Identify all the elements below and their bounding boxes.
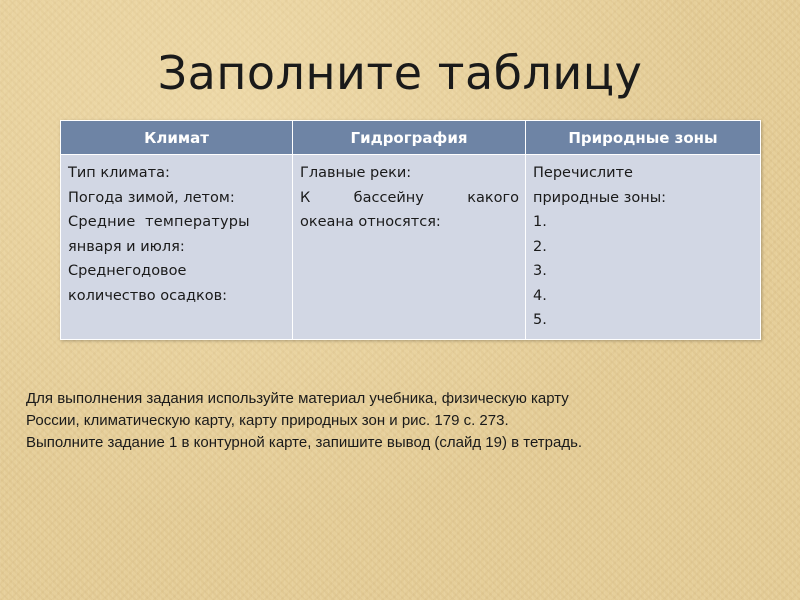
table-header-row	[61, 121, 761, 155]
instruction-line-3: Выполните задание 1 в контурной карте, запишите вывод (слайд 19) в тетрадь.	[26, 434, 583, 451]
climate-line-months: января и июля:	[68, 238, 185, 255]
climate-line-temperatures: Средние температуры	[68, 214, 250, 230]
slide-title: Заполните таблицу	[157, 46, 643, 100]
instruction-text	[26, 388, 786, 454]
climate-line-type: Тип климата:	[68, 165, 170, 181]
hydro-line-ocean: океана относятся:	[300, 214, 441, 230]
zones-line-zones: природные зоны:	[533, 189, 667, 206]
instruction-line-1: Для выполнения задания используйте материал учебника, физическую карту	[26, 390, 569, 407]
hydro-line-basin: К бассейну какого	[300, 189, 519, 206]
cell-hydrography	[293, 155, 526, 340]
header-climate: Климат	[61, 121, 293, 155]
header-natural-zones: Природные зоны	[526, 121, 761, 155]
zones-item-5: 5.	[533, 312, 547, 328]
climate-line-annual: Среднегодовое	[68, 263, 187, 279]
zones-item-2: 2.	[533, 238, 547, 255]
zones-item-4: 4.	[533, 287, 547, 304]
table-row	[61, 155, 761, 340]
instruction-line-2: России, климатическую карту, карту природных зон и рис. 179 с. 273.	[26, 412, 509, 429]
task-table	[60, 120, 761, 340]
header-hydrography: Гидрография	[293, 121, 526, 155]
cell-climate	[61, 155, 293, 340]
cell-natural-zones	[526, 155, 761, 340]
climate-line-weather: Погода зимой, летом:	[68, 189, 235, 206]
zones-item-1: 1.	[533, 214, 547, 230]
climate-line-precipitation: количество осадков:	[68, 287, 228, 304]
zones-line-list: Перечислите	[533, 165, 633, 181]
zones-item-3: 3.	[533, 263, 547, 279]
hydro-line-rivers: Главные реки:	[300, 165, 412, 181]
